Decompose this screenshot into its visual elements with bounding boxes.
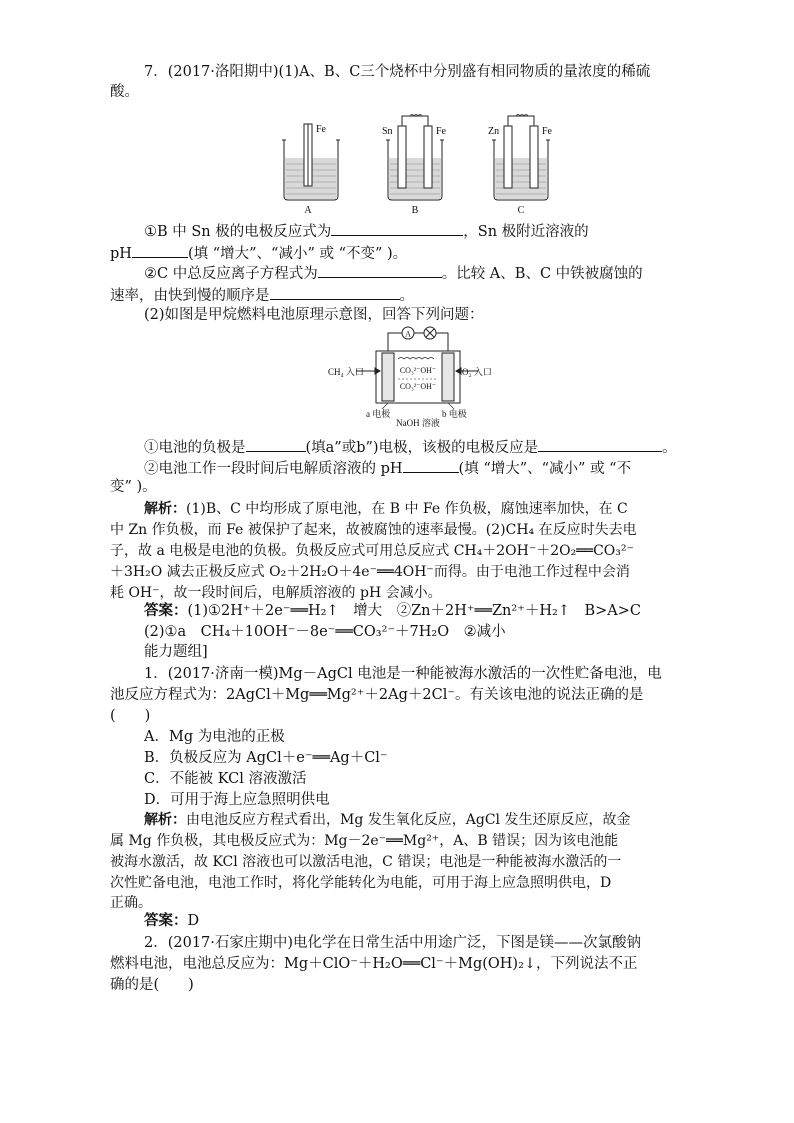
answer-blank[interactable] (538, 436, 662, 452)
answer-blank[interactable] (318, 262, 442, 278)
p1-analysis-line3: 被海水激活，故 KCl 溶液也可以激活电池，C 错误；电池是一种能被海水激活的一 (110, 854, 622, 870)
p1-analysis-line1: 解析：由电池反应方程式看出，Mg 发生氧化反应，AgCl 发生还原反应，故金 (144, 812, 631, 828)
svg-text:NaOH 溶液: NaOH 溶液 (396, 418, 440, 427)
p1-analysis-line2: 属 Mg 作负极，其电极反应式为：Mg－2e⁻══Mg²⁺，A、B 错误；因为该电池能 (110, 833, 619, 849)
p1-line3: ( ) (110, 708, 151, 724)
q7-analysis-line5: 耗 OH⁻，故一段时间后，电解质溶液的 pH 会减小。 (110, 585, 442, 601)
svg-text:CO₃²⁻OH⁻: CO₃²⁻OH⁻ (399, 382, 437, 391)
p1-analysis-line5: 正确。 (110, 895, 152, 911)
svg-text:O₂ 入口: O₂ 入口 (462, 367, 492, 377)
q7-analysis-line2: 中 Zn 作负极，而 Fe 被保护了起来，故被腐蚀的速率最慢。(2)CH₄ 在反应时失去电 (110, 522, 637, 538)
q7-part2: (2)如图是甲烷燃料电池原理示意图，回答下列问题： (144, 307, 484, 323)
svg-text:Fe: Fe (316, 124, 326, 135)
p1-line2: 池反应方程式为：2AgCl＋Mg══Mg²⁺＋2Ag＋2Cl⁻。有关该电池的说法正确的是 (110, 687, 644, 703)
q7-line2: 酸。 (110, 84, 139, 100)
svg-text:CO₃²⁻OH⁻: CO₃²⁻OH⁻ (399, 366, 437, 375)
q7-p2-line: ①电池的负极是 (填a”或b”)电极，该极的电极反应是 。 (144, 436, 734, 458)
answer-blank[interactable] (246, 436, 306, 452)
p1-option-a[interactable]: A．Mg 为电池的正极 (144, 729, 285, 745)
p2-line3: 确的是( ) (110, 977, 194, 993)
svg-text:A: A (405, 329, 411, 339)
p1-answer: 答案：D (144, 912, 200, 929)
answer-blank[interactable] (331, 220, 463, 236)
q7-p3-line2: 变” )。 (110, 479, 157, 495)
svg-text:Sn: Sn (382, 126, 393, 137)
p1-option-d[interactable]: D．可用于海上应急照明供电 (144, 792, 330, 808)
svg-text:Zn: Zn (488, 126, 500, 137)
q7-answer-line2: (2)①a CH₄＋10OH⁻－8e⁻══CO₃²⁻＋7H₂O ②减小 (144, 624, 506, 640)
svg-text:B: B (411, 205, 419, 215)
svg-text:C: C (517, 205, 525, 215)
p1-option-b[interactable]: B．负极反应为 AgCl＋e⁻══Ag＋Cl⁻ (144, 750, 388, 766)
q7-analysis-line1: 解析：(1)B、C 中均形成了原电池，在 B 中 Fe 作负极，腐蚀速率加快，在 C (144, 501, 628, 517)
svg-text:b 电极: b 电极 (442, 409, 467, 419)
beaker-a (282, 124, 340, 200)
p2-line2: 燃料电池，电池总反应为：Mg＋ClO⁻＋H₂O══Cl⁻＋Mg(OH)₂↓，下列说法不正 (110, 956, 638, 972)
section-heading: 能力题组] (144, 644, 208, 660)
svg-text:Fe: Fe (436, 126, 446, 137)
svg-text:Fe: Fe (542, 126, 552, 137)
answer-blank[interactable] (403, 457, 459, 473)
svg-text:A: A (304, 205, 312, 215)
p2-line1: 2．(2017·石家庄期中)电化学在日常生活中用途广泛，下图是镁——次氯酸钠 (144, 935, 642, 951)
q7-line1: 7．(2017·洛阳期中)(1)A、B、C三个烧杯中分别盛有相同物质的量浓度的稀硫 (144, 64, 651, 80)
q7-p3-line: ②电池工作一段时间后电解质溶液的 pH (填 “增大”、“减小” 或 “不 (144, 457, 734, 479)
answer-blank[interactable] (270, 284, 400, 300)
answer-blank[interactable] (132, 242, 188, 258)
p1-line1: 1．(2017·济南一模)Mg－AgCl 电池是一种能被海水激活的一次性贮备电池，电 (144, 666, 662, 682)
svg-text:a 电极: a 电极 (366, 409, 391, 419)
svg-text:CH₄ 入口: CH₄ 入口 (328, 367, 364, 377)
q7-q1-line2: pH (填 “增大”、“减小” 或 “不变” )。 (110, 242, 700, 264)
q7-answer-line1: 答案：(1)①2H⁺＋2e⁻══H₂↑ 增大 ②Zn＋2H⁺══Zn²⁺＋H₂↑ B>A>C (144, 602, 641, 619)
q7-analysis-line3: 子，故 a 电极是电池的负极。负极反应式可用总反应式 CH₄＋2OH⁻＋2O₂══CO₃²⁻ (110, 543, 634, 559)
q7-q2-line: ②C 中总反应离子方程式为 。比较 A、B、C 中铁被腐蚀的 (144, 262, 734, 284)
q7-analysis-line4: ＋3H₂O 减去正极反应式 O₂＋2H₂O＋4e⁻══4OH⁻而得。由于电池工作过程中会消 (110, 564, 630, 580)
p1-analysis-line4: 次性贮备电池，电池工作时，将化学能转化为电能，可用于海上应急照明供电，D (110, 875, 612, 891)
p1-option-c[interactable]: C．不能被 KCl 溶液激活 (144, 771, 307, 787)
beakers-figure (270, 112, 570, 215)
q7-q1-line: ①B 中 Sn 极的电极反应式为 ，Sn 极附近溶液的 (144, 220, 734, 242)
q7-q2-line2: 速率，由快到慢的顺序是 。 (110, 284, 700, 306)
fuel-cell-figure (322, 323, 492, 427)
